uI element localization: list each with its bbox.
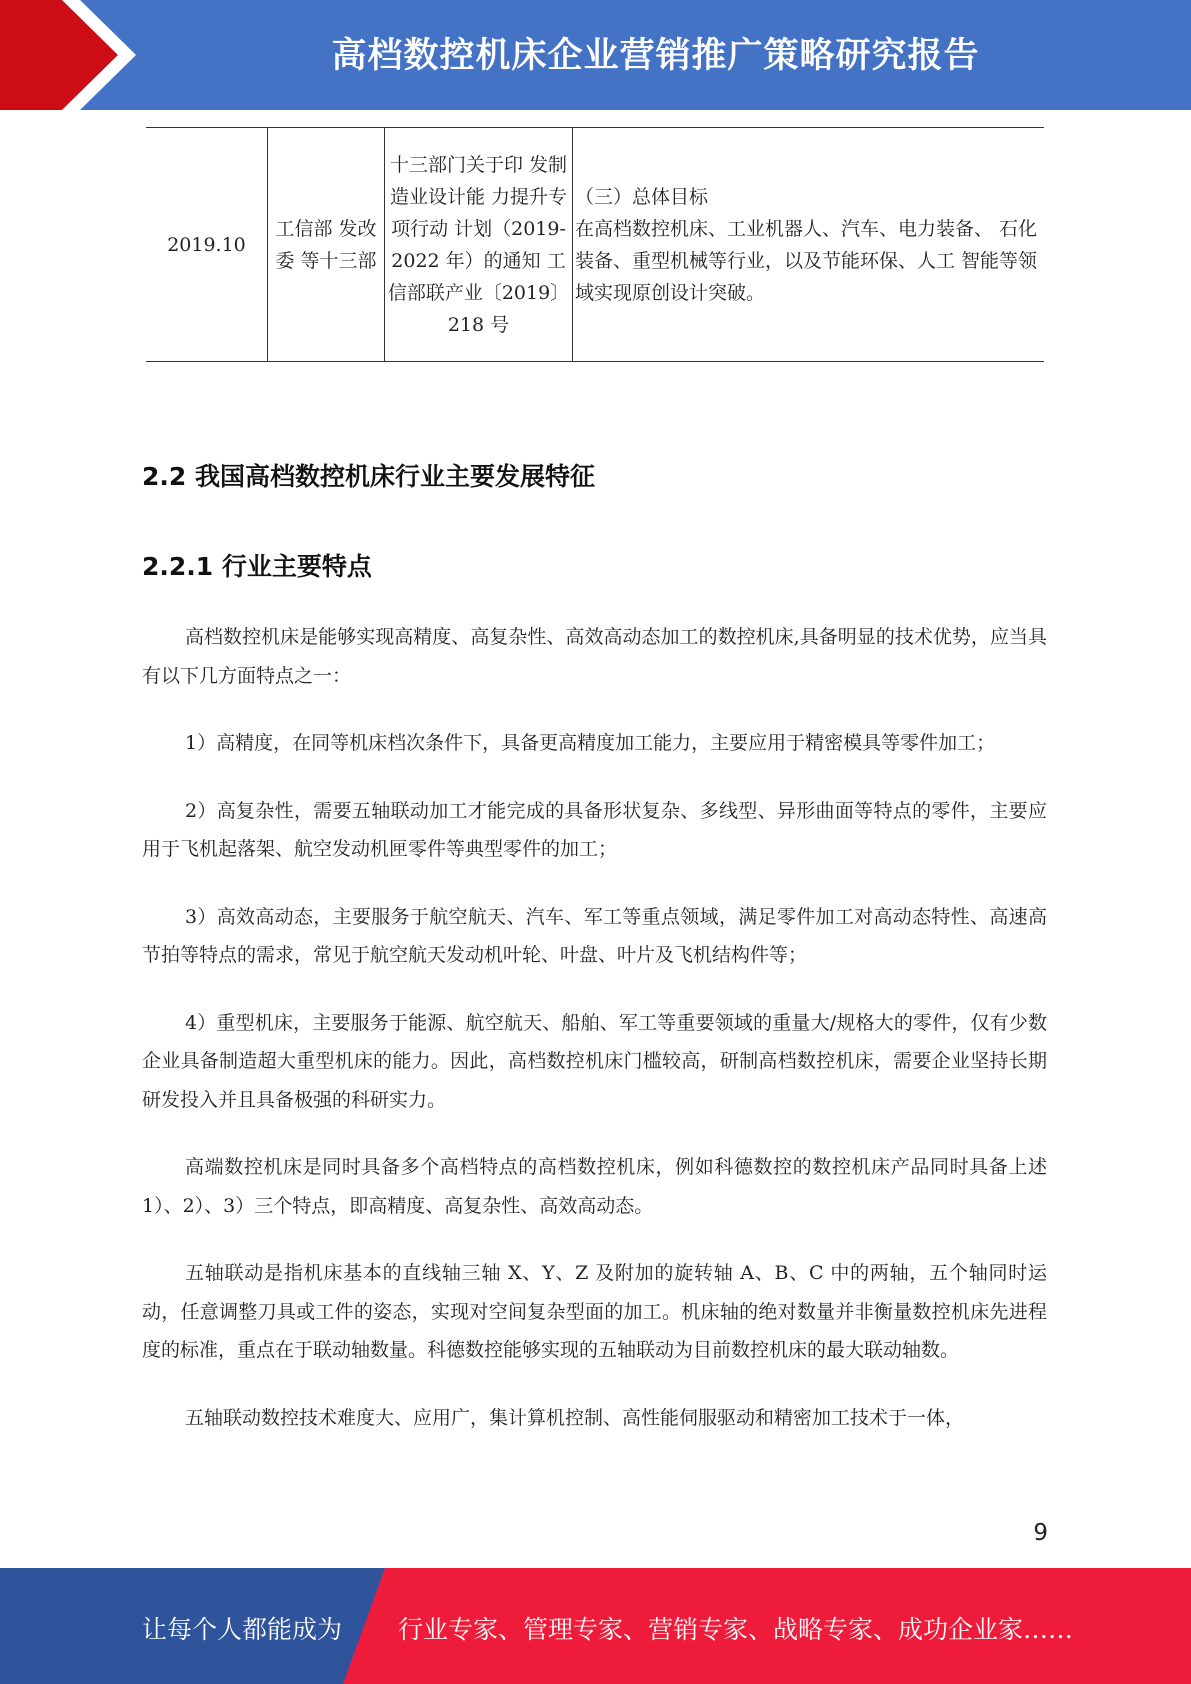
page-header — [0, 0, 1191, 110]
report-title: 高档数控机床企业营销推广策略研究报告 — [331, 36, 980, 76]
paragraph: 1）高精度，在同等机床档次条件下，具备更高精度加工能力，主要应用于精密模具等零件加工； — [185, 732, 996, 754]
paragraph: 高档数控机床是能够实现高精度、高复杂性、高效高动态加工的数控机床,具备明显的技术优势，应当具有以下几方面特点之一： — [142, 626, 1047, 687]
section-title: 2.2 我国高档数控机床行业主要发展特征 — [142, 462, 595, 491]
page-number: 9 — [1033, 1520, 1048, 1546]
cell-document: 十三部门关于印 发制造业设计能 力提升专项行动 计划（2019-2022 年）的通知 工信部联产业〔2019〕 218 号 — [385, 128, 573, 362]
body-text — [142, 618, 1047, 1466]
paragraph: 五轴联动数控技术难度大、应用广，集计算机控制、高性能伺服驱动和精密加工技术于一体， — [185, 1406, 965, 1429]
footer-slogan-left: 让每个人都能成为 — [142, 1615, 343, 1644]
policy-table — [146, 127, 1044, 362]
subsection-title: 2.2.1 行业主要特点 — [142, 552, 372, 581]
table-row — [146, 128, 1044, 362]
cell-department: 工信部 发改委 等十三部 — [268, 128, 385, 362]
paragraph: 4）重型机床，主要服务于能源、航空航天、船舶、军工等重要领域的重量大/规格大的零件，仅有少数企业具备制造超大重型机床的能力。因此，高档数控机床门槛较高，研制高档数控机床，需要企业坚持长期研发投入并且具备极强的科研实力。 — [142, 1011, 1047, 1111]
header-chevron-icon — [0, 0, 150, 110]
content-heading: （三）总体目标 — [575, 185, 709, 208]
paragraph: 2）高复杂性，需要五轴联动加工才能完成的具备形状复杂、多线型、异形曲面等特点的零件，主要应用于飞机起落架、航空发动机匣零件等典型零件的加工； — [142, 799, 1047, 860]
paragraph: 五轴联动是指机床基本的直线轴三轴 X、Y、Z 及附加的旋转轴 A、B、C 中的两轴，五个轴同时运动，任意调整刀具或工件的姿态，实现对空间复杂型面的加工。机床轴的绝对数量并非衡量数控机床先进程度的标准，重点在于联动轴数量。科德数控能够实现的五轴联动为目前数控机床的最大联动轴数。 — [142, 1262, 1047, 1361]
content-body: 在高档数控机床、工业机器人、汽车、电力装备、 石化装备、重型机械等行业，以及节能环保、人工 智能等领域实现原创设计突破。 — [575, 217, 1038, 304]
cell-content — [573, 128, 1045, 362]
cell-date: 2019.10 — [146, 128, 268, 362]
page-footer — [0, 1568, 1191, 1684]
footer-slogan-right: 行业专家、管理专家、营销专家、战略专家、成功企业家…… — [398, 1615, 1074, 1644]
paragraph: 3）高效高动态，主要服务于航空航天、汽车、军工等重点领域，满足零件加工对高动态特性、高速高节拍等特点的需求，常见于航空航天发动机叶轮、叶盘、叶片及飞机结构件等； — [142, 905, 1047, 966]
paragraph: 高端数控机床是同时具备多个高档特点的高档数控机床，例如科德数控的数控机床产品同时具备上述 1）、2）、3）三个特点，即高精度、高复杂性、高效高动态。 — [142, 1156, 1047, 1217]
